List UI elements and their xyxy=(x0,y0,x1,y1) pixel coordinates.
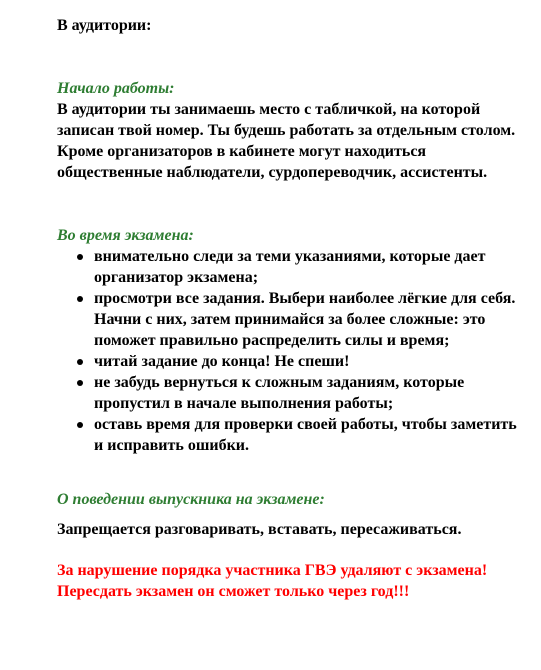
list-item-text: просмотри все задания. Выбери наиболее лёгкие для себя. Начни с них, затем принимайся за более сложные: это поможет правильно распределить силы и время; xyxy=(94,290,516,349)
list-item-text: не забудь вернуться к сложным заданиям, которые пропустил в начале выполнения работы; xyxy=(94,374,465,412)
start-paragraph-seat: В аудитории ты занимаешь место с табличкой, на которой записан твой номер. Ты будешь работать за отдельным столом. xyxy=(57,101,516,139)
list-item xyxy=(57,351,527,372)
bullet-icon xyxy=(77,359,83,365)
behavior-heading: О поведении выпускника на экзамене: xyxy=(57,491,325,508)
bullet-icon xyxy=(77,254,83,260)
list-item xyxy=(57,246,527,288)
spacer xyxy=(57,36,527,78)
list-item-text: оставь время для проверки своей работы, чтобы заметить и исправить ошибки. xyxy=(94,416,517,454)
spacer xyxy=(57,510,527,519)
spacer xyxy=(57,183,527,225)
expulsion-warning: За нарушение порядка участника ГВЭ удаляют с экзамена! Пересдать экзамен он сможет только через год!!! xyxy=(57,562,488,600)
start-heading: Начало работы: xyxy=(57,80,175,97)
behavior-rule: Запрещается разговаривать, вставать, пересаживаться. xyxy=(57,521,462,538)
exam-rules-document xyxy=(57,15,527,602)
list-item xyxy=(57,372,527,414)
bullet-icon xyxy=(77,422,83,428)
list-item xyxy=(57,414,527,456)
list-item-text: читай задание до конца! Не спеши! xyxy=(94,353,350,370)
during-list xyxy=(57,246,527,456)
bullet-icon xyxy=(77,380,83,386)
list-item-text: внимательно следи за теми указаниями, которые дает организатор экзамена; xyxy=(94,248,486,286)
document-title: В аудитории: xyxy=(57,17,152,34)
during-heading: Во время экзамена: xyxy=(57,227,194,244)
spacer xyxy=(57,456,527,489)
list-item xyxy=(57,288,527,351)
bullet-icon xyxy=(77,296,83,302)
start-paragraph-observers: Кроме организаторов в кабинете могут находиться общественные наблюдатели, сурдопереводчик, ассистенты. xyxy=(57,143,488,181)
spacer xyxy=(57,540,527,560)
